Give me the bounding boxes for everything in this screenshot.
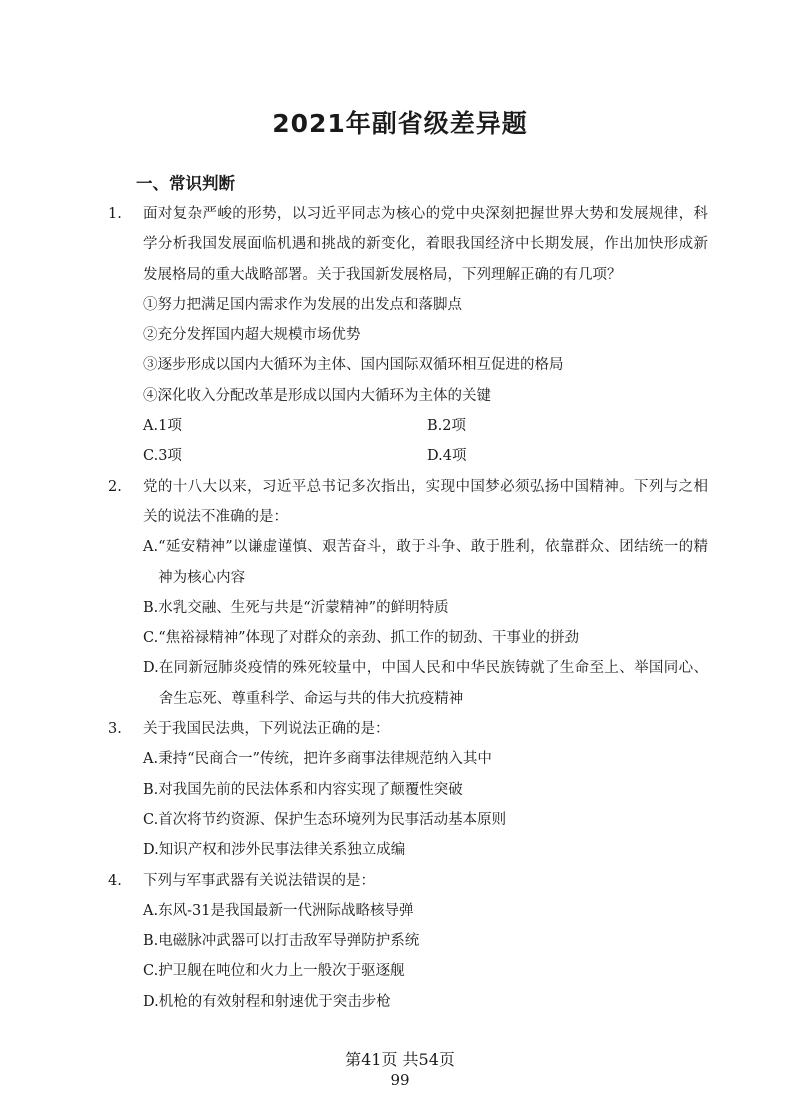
page-indicator: 第41页 共54页 (345, 1050, 455, 1069)
option-b: B. 2项 (427, 418, 466, 435)
option-c: C. 3项 (143, 448, 182, 465)
question-body (143, 199, 708, 472)
option-c: C. 首次将节约资源、保护生态环境列为民事活动基本原则 (143, 811, 507, 828)
option-c: C. “焦裕禄精神”体现了对群众的亲劲、抓工作的韧劲、干事业的拼劲 (143, 630, 580, 647)
statement: ②充分发挥国内超大规模市场优势 (143, 327, 361, 344)
statement: ③逐步形成以国内大循环为主体、国内国际双循环相互促进的格局 (143, 357, 564, 374)
option-b: B. 水乳交融、生死与共是“沂蒙精神”的鲜明特质 (143, 599, 449, 616)
question-stem: 关于我国民法典，下列说法正确的是： (143, 721, 390, 738)
option-a: A. 东风-31是我国最新一代洲际战略核导弹 (143, 902, 414, 919)
question-4 (108, 866, 708, 1017)
question-body (143, 866, 708, 1017)
question-body (143, 714, 708, 865)
question-body (143, 472, 708, 714)
option-b: B. 电磁脉冲武器可以打击敌军导弹防护系统 (143, 933, 420, 950)
option-c: C. 护卫舰在吨位和火力上一般次于驱逐舰 (143, 963, 405, 980)
question-number: 2. (108, 478, 122, 495)
question-stem: 党的十八大以来，习近平总书记多次指出，实现中国梦必须弘扬中国精神。下列与之相关的说法不准确的是： (143, 478, 708, 525)
option-d: D. 机枪的有效射程和射速优于突击步枪 (143, 993, 391, 1010)
question-number: 3. (108, 721, 122, 738)
question-stem: 下列与军事武器有关说法错误的是： (143, 872, 375, 889)
option-b: B. 对我国先前的民法体系和内容实现了颠覆性突破 (143, 781, 463, 798)
option-d: D. 在同新冠肺炎疫情的殊死较量中，中国人民和中华民族铸就了生命至上、举国同心、舍生忘死、尊重科学、命运与共的伟大抗疫精神 (143, 660, 708, 707)
option-a: A. 秉持“民商合一”传统，把许多商事法律规范纳入其中 (143, 751, 492, 768)
option-d: D. 4项 (427, 448, 467, 465)
document-title: 2021年副省级差异题 (272, 109, 528, 138)
option-a: A. 1项 (143, 418, 182, 435)
option-d: D. 知识产权和涉外民事法律关系独立成编 (143, 842, 406, 859)
question-2 (108, 472, 708, 714)
question-stem: 面对复杂严峻的形势，以习近平同志为核心的党中央深刻把握世界大势和发展规律，科学分析我国发展面临机遇和挑战的新变化，着眼我国经济中长期发展，作出加快形成新发展格局的重大战略部署。关于我国新发展格局，下列理解正确的有几项？ (143, 206, 708, 283)
question-list (108, 199, 708, 1017)
question-number: 1. (108, 206, 122, 222)
statement: ①努力把满足国内需求作为发展的出发点和落脚点 (143, 296, 462, 313)
option-a: A. “延安精神”以谦虚谨慎、艰苦奋斗，敢于斗争、敢于胜利，依靠群众、团结统一的精神为核心内容 (143, 539, 708, 586)
question-1 (108, 199, 708, 472)
page-number: 99 (390, 1071, 410, 1089)
question-3 (108, 714, 708, 865)
answer-options (143, 411, 708, 472)
section-heading: 一、常识判断 (136, 174, 235, 193)
statement: ④深化收入分配改革是形成以国内大循环为主体的关键 (143, 387, 491, 404)
question-number: 4. (108, 872, 122, 889)
